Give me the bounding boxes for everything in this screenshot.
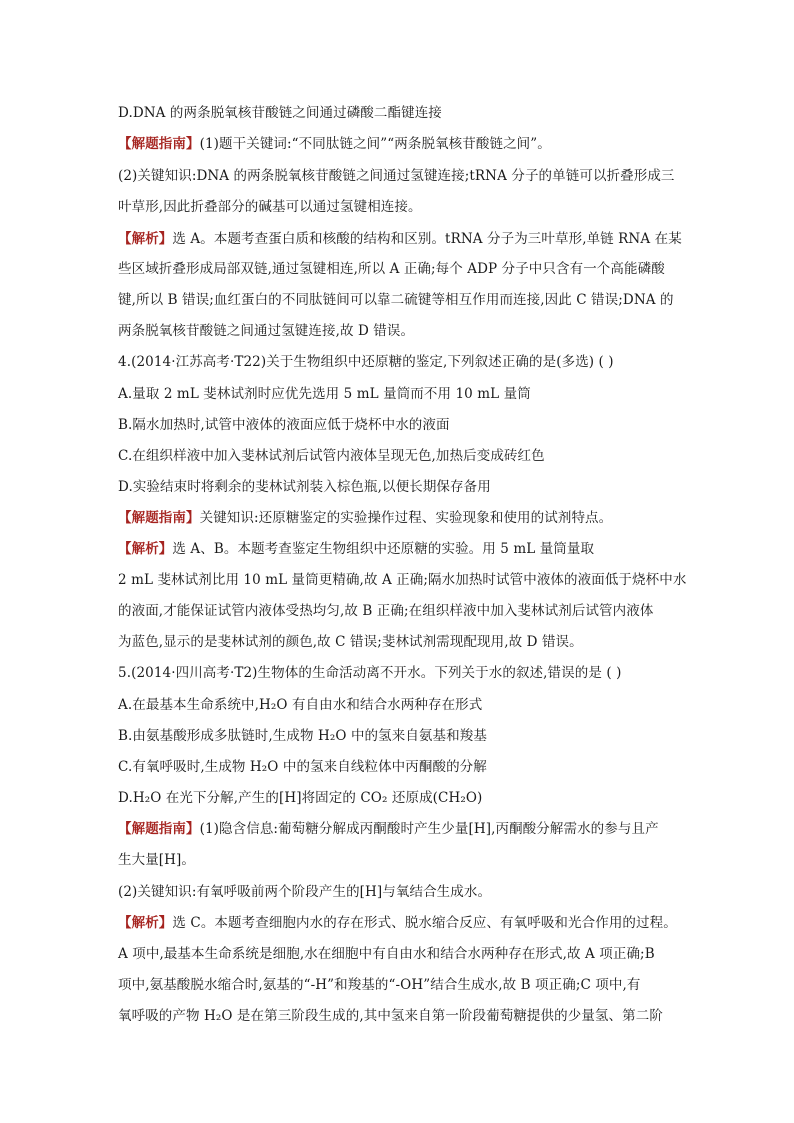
text-line: 【解题指南】(1)隐含信息:葡萄糖分解成丙酮酸时产生少量[H],丙酮酸分解需水的参与且产 <box>118 821 659 837</box>
option-d: D.实验结束时将剩余的斐林试剂装入棕色瓶,以便长期保存备用 <box>118 479 491 495</box>
text-line: 项中,氨基酸脱水缩合时,氨基的“-H”和羧基的“-OH”结合生成水,故 B 项正确;C 项中,有 <box>118 977 641 993</box>
section-tag: 【解析】 <box>118 541 173 557</box>
text-line: 为蓝色,显示的是斐林试剂的颜色,故 C 错误;斐林试剂需现配现用,故 D 错误。 <box>118 634 583 650</box>
option-a: A.在最基本生命系统中,H₂O 有自由水和结合水两种存在形式 <box>118 697 483 713</box>
text-line: 些区域折叠形成局部双链,通过氢键相连,所以 A 正确;每个 ADP 分子中只含有一个高能磷酸 <box>118 261 665 277</box>
section-tag: 【解题指南】 <box>118 510 200 526</box>
text-line: 2 mL 斐林试剂比用 10 mL 量筒更精确,故 A 正确;隔水加热时试管中液体的液面低于烧杯中水 <box>118 572 687 588</box>
text-line: 氧呼吸的产物 H₂O 是在第三阶段生成的,其中氢来自第一阶段葡萄糖提供的少量氢、第二阶 <box>118 1008 663 1024</box>
option-c: C.在组织样液中加入斐林试剂后试管内液体呈现无色,加热后变成砖红色 <box>118 448 545 464</box>
text-line: 叶草形,因此折叠部分的碱基可以通过氢键相连接。 <box>118 199 422 215</box>
text-line: 【解析】选 A。本题考查蛋白质和核酸的结构和区别。tRNA 分子为三叶草形,单链 RNA 在某 <box>118 231 682 247</box>
text-line: (2)关键知识:有氧呼吸前两个阶段产生的[H]与氧结合生成水。 <box>118 884 492 900</box>
text-line: 【解题指南】关键知识:还原糖鉴定的实验操作过程、实验现象和使用的试剂特点。 <box>118 510 613 526</box>
option-a: A.量取 2 mL 斐林试剂时应优先选用 5 mL 量筒而不用 10 mL 量筒 <box>118 386 531 402</box>
text-line: 【解析】选 C。本题考查细胞内水的存在形式、脱水缩合反应、有氧呼吸和光合作用的过程。 <box>118 915 677 931</box>
option-b: B.隔水加热时,试管中液体的液面应低于烧杯中水的液面 <box>118 417 450 433</box>
option-c: C.有氧呼吸时,生成物 H₂O 中的氢来自线粒体中丙酮酸的分解 <box>118 759 487 775</box>
option-d: D.H₂O 在光下分解,产生的[H]将固定的 CO₂ 还原成(CH₂O) <box>118 790 483 806</box>
text-line: 的液面,才能保证试管内液体受热均匀,故 B 正确;在组织样液中加入斐林试剂后试管内液体 <box>118 603 654 619</box>
section-tag: 【解题指南】 <box>118 821 200 837</box>
text-line: 生大量[H]。 <box>118 852 196 868</box>
section-tag: 【解题指南】 <box>118 136 200 152</box>
text-line: (2)关键知识:DNA 的两条脱氧核苷酸链之间通过氢键连接;tRNA 分子的单链可以折叠形成三 <box>118 168 675 184</box>
option-b: B.由氨基酸形成多肽链时,生成物 H₂O 中的氢来自氨基和羧基 <box>118 728 487 744</box>
text-line: 两条脱氧核苷酸链之间通过氢键连接,故 D 错误。 <box>118 323 415 339</box>
text-line: 【解题指南】(1)题干关键词:“不同肽链之间”“两条脱氧核苷酸链之间”。 <box>118 136 551 152</box>
text-line: 键,所以 B 错误;血红蛋白的不同肽链间可以靠二硫键等相互作用而连接,因此 C 错误;DNA 的 <box>118 292 674 308</box>
section-tag: 【解析】 <box>118 915 173 931</box>
text-line: D.DNA 的两条脱氧核苷酸链之间通过磷酸二酯键连接 <box>118 105 442 121</box>
question-stem: 4.(2014·江苏高考·T22)关于生物组织中还原糖的鉴定,下列叙述正确的是(多选) ( ) <box>118 354 614 370</box>
section-tag: 【解析】 <box>118 231 173 247</box>
text-line: A 项中,最基本生命系统是细胞,水在细胞中有自由水和结合水两种存在形式,故 A 项正确;B <box>118 946 655 962</box>
text-line: 【解析】选 A、B。本题考查鉴定生物组织中还原糖的实验。用 5 mL 量筒量取 <box>118 541 595 557</box>
question-stem: 5.(2014·四川高考·T2)生物体的生命活动离不开水。下列关于水的叙述,错误的是 ( ) <box>118 665 622 681</box>
